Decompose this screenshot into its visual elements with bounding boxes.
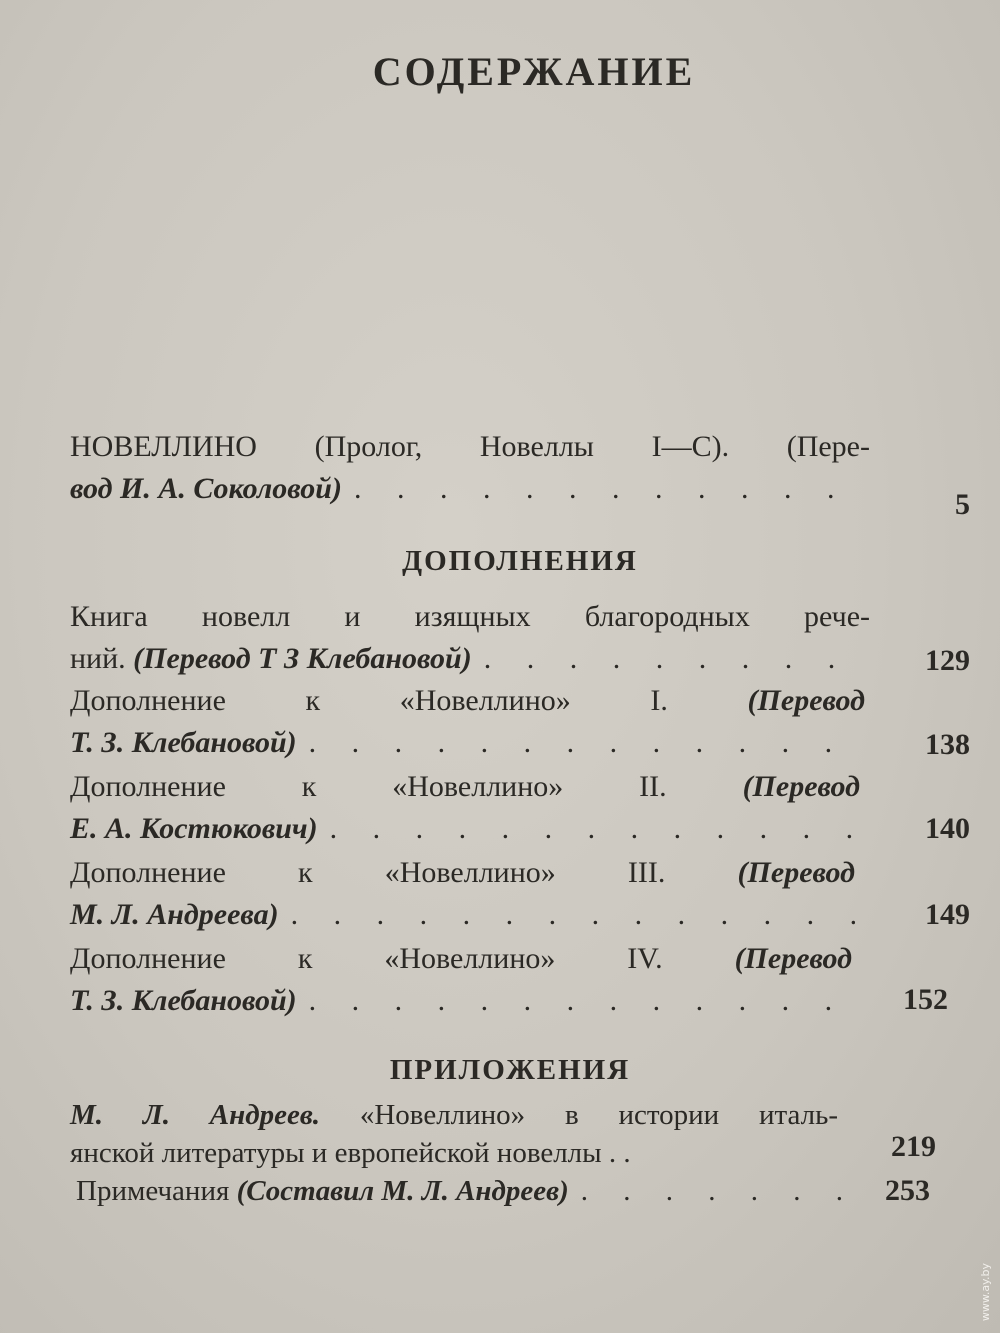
toc-entry-novellino xyxy=(70,426,870,510)
section-heading-supplements: ДОПОЛНЕНИЯ xyxy=(402,545,638,577)
toc-entry xyxy=(70,766,860,850)
toc-entry-line xyxy=(70,596,870,638)
page-number: 149 xyxy=(925,898,970,931)
toc-entry-translator: (Перевод Т З Клебановой) xyxy=(133,642,472,675)
toc-entry xyxy=(70,1096,838,1172)
dot-leader xyxy=(309,980,852,1022)
toc-entry xyxy=(76,1172,846,1210)
watermark: www.ay.by xyxy=(979,1262,992,1321)
dot-leader xyxy=(581,1172,846,1210)
toc-entry-text: Дополнение к «Новеллино» I. xyxy=(70,684,668,717)
toc-entry-line xyxy=(70,852,855,894)
toc-entry-translator: Е. А. Костюкович) xyxy=(70,812,318,845)
toc-entry-text: НОВЕЛЛИНО (Пролог, Новеллы I—С). (Пере- xyxy=(70,430,870,463)
toc-entry-translator: (Перевод xyxy=(737,856,855,889)
toc-entry-translator: (Перевод xyxy=(734,942,853,975)
toc-entry-line xyxy=(70,894,855,936)
dot-leader xyxy=(354,468,870,510)
toc-entry-line xyxy=(70,680,865,722)
toc-entry xyxy=(70,938,852,1022)
toc-entry-line xyxy=(70,1096,838,1134)
toc-entry-translator: вод И. А. Соколовой) xyxy=(70,472,342,505)
toc-entry-text: Дополнение к «Новеллино» III. xyxy=(70,856,666,889)
toc-entry-text: «Новеллино» в истории италь- xyxy=(359,1099,839,1131)
toc-entry-line xyxy=(70,808,860,850)
page-number: 129 xyxy=(925,644,970,677)
toc-entry-line xyxy=(70,426,870,468)
toc-entry-text: Примечания xyxy=(76,1175,230,1207)
toc-entry-text: янской литературы и европейской новеллы . . xyxy=(70,1137,631,1169)
page-number: 152 xyxy=(903,983,948,1016)
page-number: 5 xyxy=(955,488,970,521)
toc-entry-line xyxy=(70,468,870,510)
toc-entry xyxy=(70,596,870,680)
toc-entry-text: Дополнение к «Новеллино» II. xyxy=(70,770,667,803)
dot-leader xyxy=(484,638,870,680)
toc-entry-line xyxy=(70,722,865,764)
toc-entry-translator: (Перевод xyxy=(742,770,861,803)
page-number: 253 xyxy=(885,1174,930,1207)
toc-entry xyxy=(70,852,855,936)
page-number: 138 xyxy=(925,728,970,761)
toc-entry-author: (Составил М. Л. Андреев) xyxy=(236,1175,569,1207)
toc-entry-line xyxy=(70,766,860,808)
dot-leader xyxy=(309,722,865,764)
toc-entry-text: ний. xyxy=(70,642,126,675)
toc-entry-line xyxy=(76,1172,846,1210)
dot-leader xyxy=(330,808,860,850)
toc-entry-translator: М. Л. Андреева) xyxy=(70,898,279,931)
page-number: 219 xyxy=(891,1130,936,1163)
toc-entry-text: Дополнение к «Новеллино» IV. xyxy=(70,942,663,975)
toc-entry-text: Книга новелл и изящных благородных рече- xyxy=(70,600,870,633)
toc-entry-translator: Т. З. Клебановой) xyxy=(70,726,297,759)
page-title: СОДЕРЖАНИЕ xyxy=(372,49,696,94)
section-heading-appendices: ПРИЛОЖЕНИЯ xyxy=(389,1054,631,1086)
toc-entry-line xyxy=(70,1134,838,1172)
toc-entry-line xyxy=(70,980,852,1022)
toc-entry-line xyxy=(70,938,852,980)
toc-entry-line xyxy=(70,638,870,680)
toc-entry-translator: (Перевод xyxy=(747,684,865,717)
toc-entry xyxy=(70,680,865,764)
toc-entry-author: М. Л. Андреев. xyxy=(70,1099,321,1131)
toc-entry-translator: Т. З. Клебановой) xyxy=(70,984,297,1017)
dot-leader xyxy=(291,894,855,936)
page-number: 140 xyxy=(925,812,970,845)
